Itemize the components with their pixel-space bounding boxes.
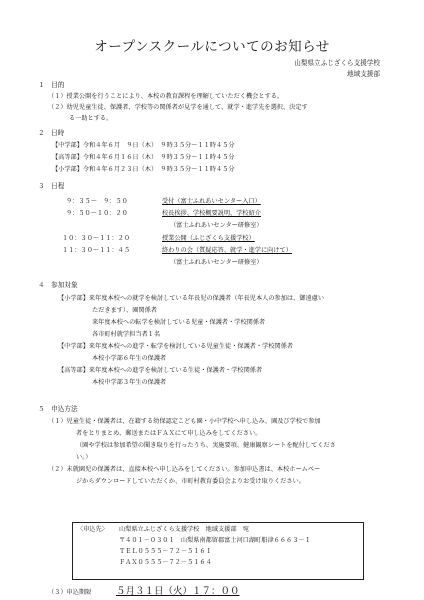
schedule-time: ９：５０～１０：２０	[66, 210, 128, 217]
schedule-time: ９：３５～ ９：５０	[66, 198, 128, 205]
schedule-time: １０：３０～１１：２０	[62, 235, 131, 242]
schedule-event: 授業公開（ふじざくら支援学校）	[162, 235, 255, 242]
schedule-event: 終わりの会（質疑応答、就学・進学に向けて）	[162, 247, 292, 254]
contact-label: 〈申込先〉	[77, 526, 108, 533]
participants-line: 【小学部】来年度本校への就学を検討している年長児の保護者（年長児本人の参加は、御遠慮い	[58, 295, 325, 302]
application-line: い。）	[76, 454, 92, 461]
datetime-row: 【小学部】令和４年６月２３日（木） ９時３５分～１１時４５分	[52, 166, 235, 173]
participants-line: 来年度本校への転学を検討している児童・保護者・学校関係者	[92, 319, 266, 326]
contact-addressee: 山梨県立ふじざくら支援学校 地域支援部 宛	[119, 526, 249, 533]
purpose-item-cont: る一助とする。	[69, 115, 113, 122]
application-line: （園や学校は参加希望の聞き取りを行ったうち、実施要項、健康観察シートを配付してくださ	[76, 442, 336, 449]
schedule-time: １１：３０～１１：４５	[62, 247, 131, 254]
contact-fax: ＦＡＸ０５５５－７２－５１６４	[119, 559, 212, 566]
application-line: 者をとりまとめ、郵送またはＦＡＸにて申し込みをしてください。	[76, 430, 262, 437]
participants-line: 【高等部】来年度本校への進学を検討している生徒・保護者・学校関係者	[58, 367, 263, 374]
section-heading: ５ 申込方法	[38, 405, 78, 413]
purpose-item: （１）授業公開を行うことにより、本校の教育課程を理解していただく機会とする。	[48, 93, 284, 100]
page-title: オープンスクールについてのお知らせ	[94, 39, 330, 55]
schedule-location: （富士ふれあいセンター研修室）	[170, 222, 263, 229]
application-line: （１）児童生徒・保護者は、在籍する幼保認定こども園・小中学校へ申し込み、園及び学校で参加	[48, 418, 321, 425]
schedule-event: 校長挨拶、学校概要説明、学校紹介	[162, 210, 261, 217]
purpose-item: （２）幼児児童生徒、保護者、学校等の関係者が見学を通して、就学・進学先を選択、決定す	[48, 104, 308, 111]
section-heading: ２ 日時	[38, 129, 65, 137]
schedule-location: （富士ふれあいセンター研修室）	[170, 259, 263, 266]
participants-line: ただきます）、園関係者	[92, 307, 157, 314]
datetime-row: 【中学部】令和４年６月 ９日（木） ９時３５分～１１時４５分	[52, 142, 235, 149]
application-line: （２）未就園児の保護者は、直接本校へ申し込みをしてください。参加申込書は、本校ホームペー	[48, 466, 321, 473]
schedule-event: 受付（富士ふれあいセンター入口）	[162, 198, 261, 205]
section-heading: ４ 参加対象	[38, 281, 78, 289]
contact-tel: ＴＥＬ０５５５－７２－５１６１	[119, 548, 212, 555]
deadline-label: （３）申込期限	[48, 589, 92, 596]
sender-school: 山梨県立ふじざくら支援学校	[294, 59, 380, 67]
contact-address: 〒４０１－０３０１ 山梨県南都留郡富士河口湖町船津６６６３－１	[119, 537, 311, 544]
sender-office: 地域支援部	[347, 70, 380, 78]
contact-box	[72, 522, 364, 580]
datetime-row: 【高等部】令和４年６月１６日（木） ９時３５分～１１時４５分	[52, 154, 235, 161]
participants-line: 各市町村就学担当者１名	[92, 331, 161, 338]
section-heading: １ 目的	[38, 81, 65, 89]
participants-line: 本校中学部３年生の保護者	[92, 379, 167, 386]
application-line: ジからダウンロードしていただくか、市町村教育委員会よりお受け取りください。	[76, 478, 305, 485]
deadline-value: ５月３１日（火）１７：００	[116, 586, 240, 597]
section-heading: ３ 日程	[38, 182, 65, 190]
participants-line: 本校小学部６年生の保護者	[92, 355, 167, 362]
participants-line: 【中学部】来年度本校への進学・転学を検討している児童生徒・保護者・学校関係者	[58, 343, 294, 350]
